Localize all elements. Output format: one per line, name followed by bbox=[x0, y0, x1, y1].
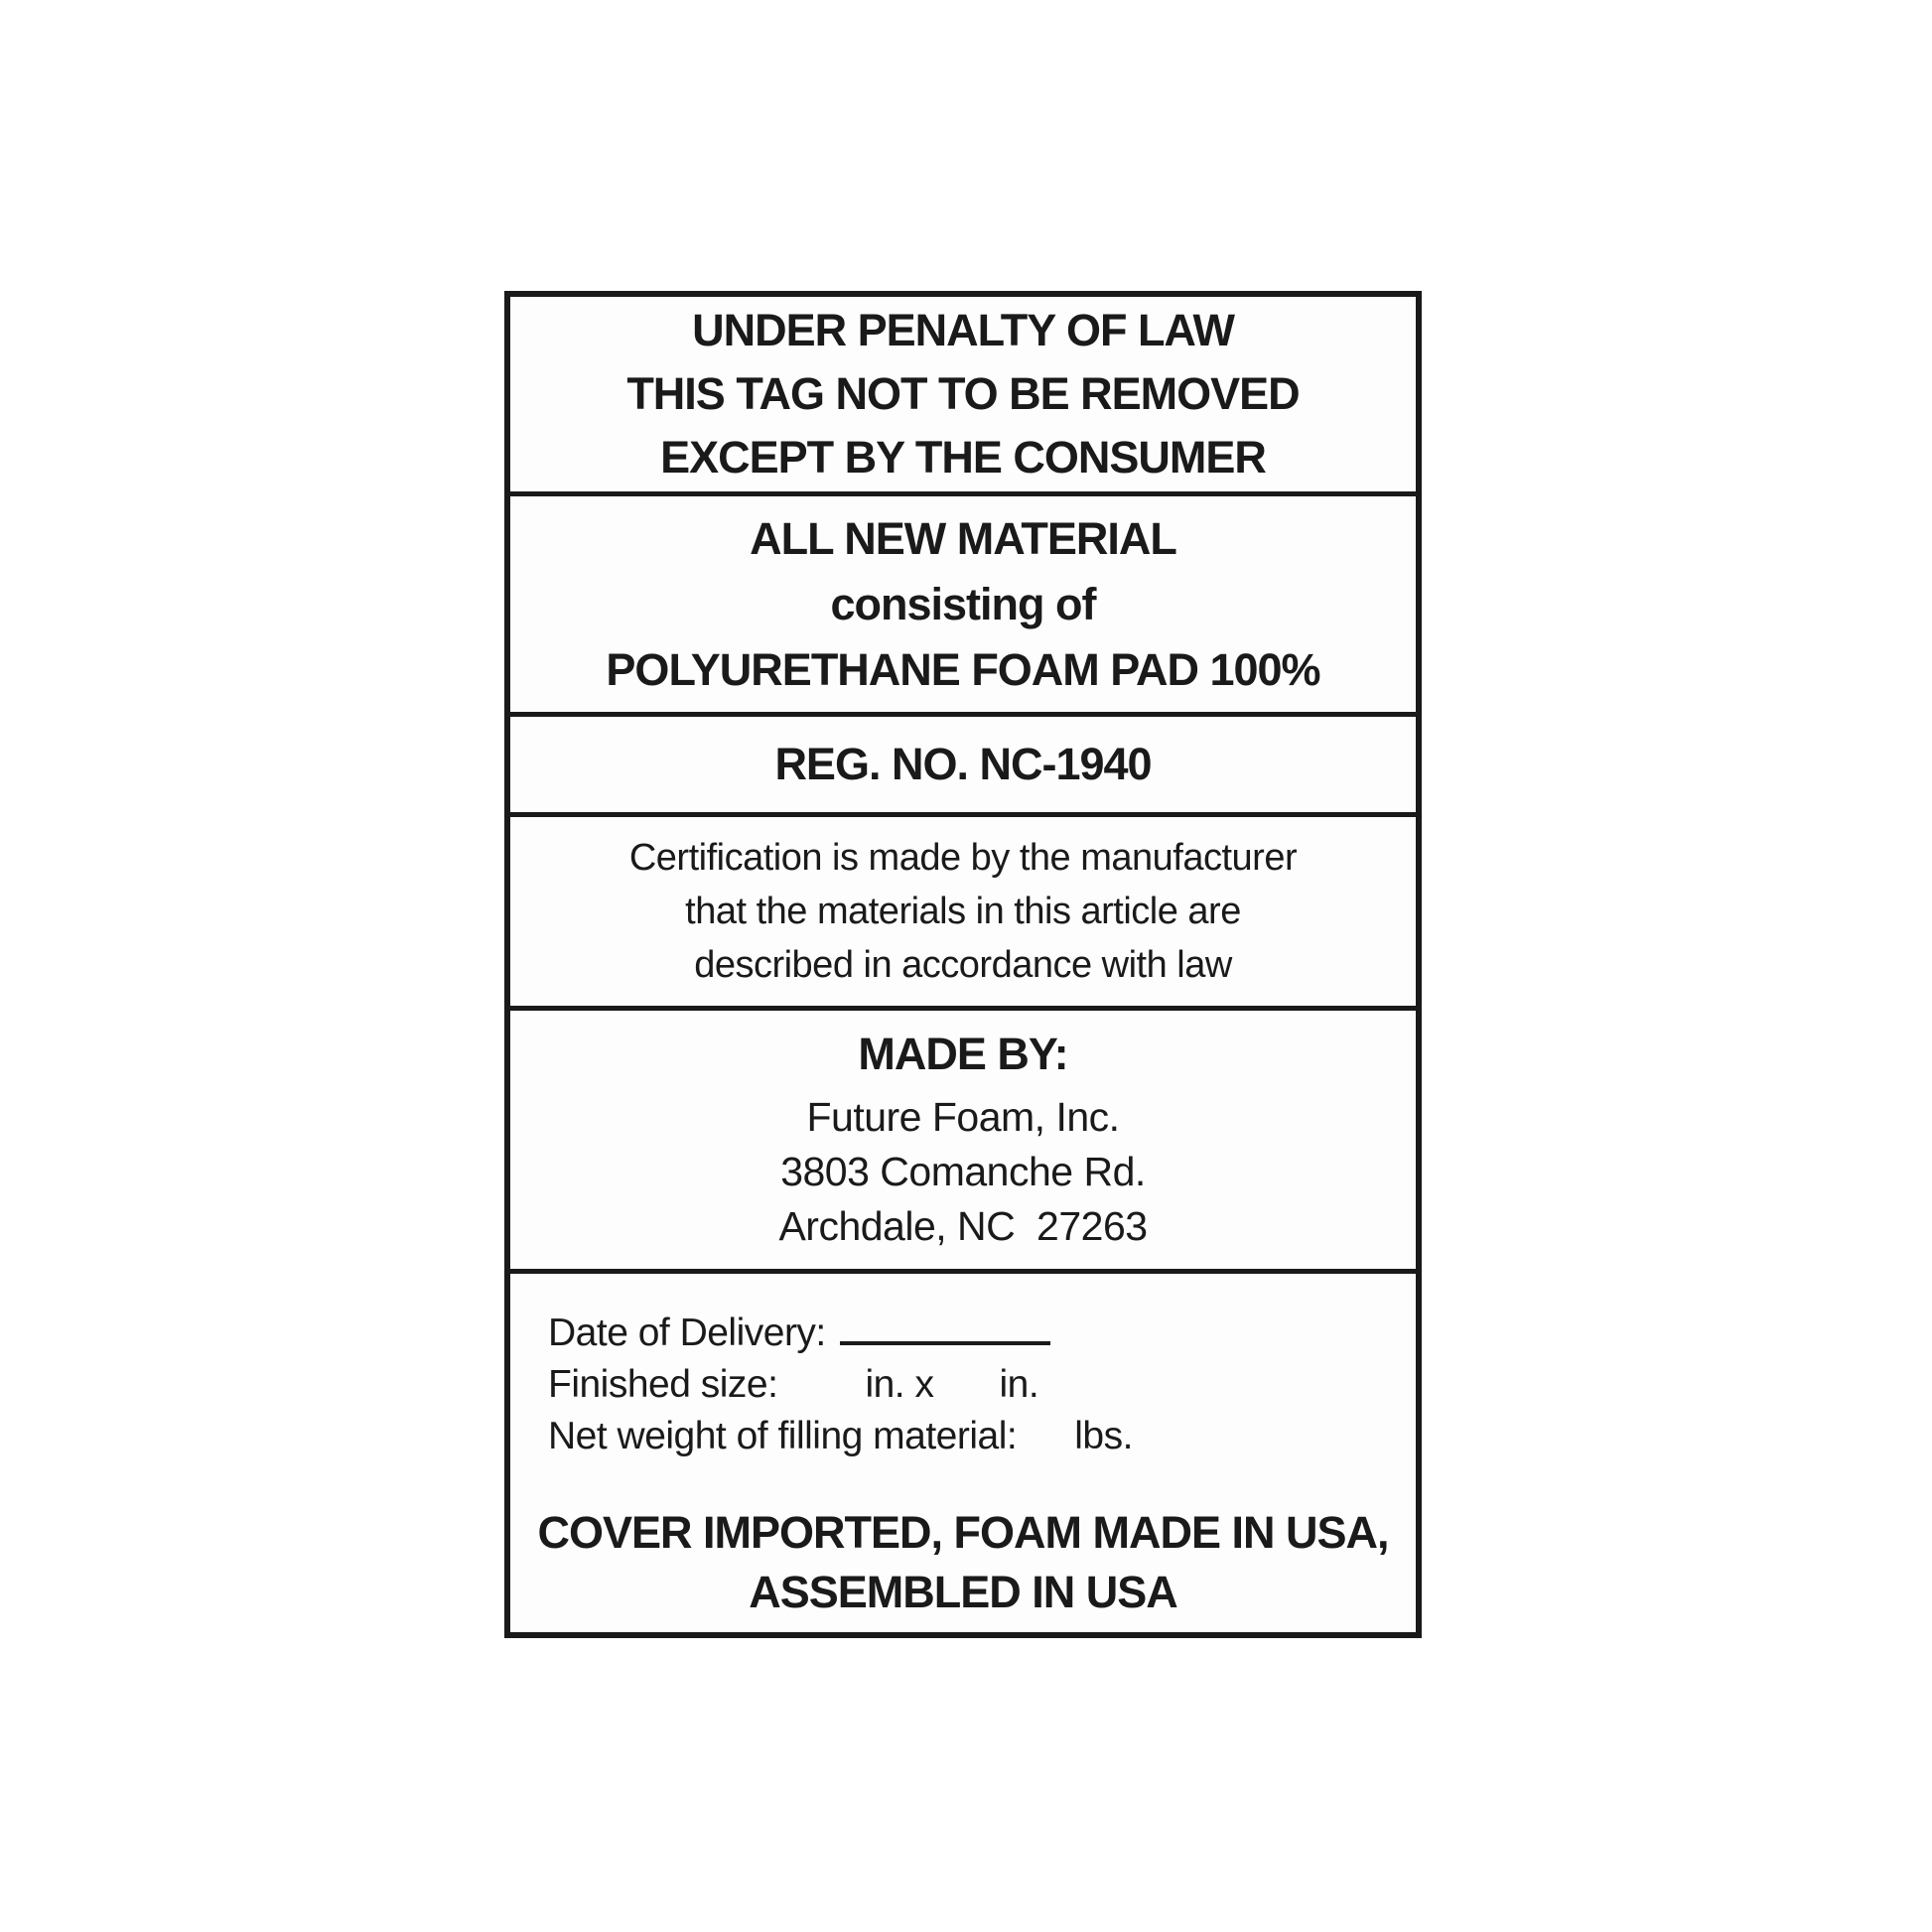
certification-line-3: described in accordance with law bbox=[694, 944, 1232, 986]
penalty-line-1: UNDER PENALTY OF LAW bbox=[692, 305, 1234, 355]
origin-statement bbox=[510, 1503, 1416, 1632]
section-certification bbox=[510, 817, 1416, 1011]
finished-size-line bbox=[548, 1359, 1416, 1411]
origin-line-2: ASSEMBLED IN USA bbox=[749, 1567, 1177, 1617]
material-line-1: ALL NEW MATERIAL bbox=[750, 512, 1176, 564]
certification-line-2: that the materials in this article are bbox=[685, 891, 1241, 932]
manufacturer-street: 3803 Comanche Rd. bbox=[780, 1148, 1146, 1194]
finished-size-unit-2: in. bbox=[999, 1363, 1039, 1406]
material-line-2: consisting of bbox=[830, 578, 1096, 629]
fill-in-lines bbox=[510, 1274, 1416, 1462]
finished-size-unit-1: in. x bbox=[865, 1363, 934, 1406]
net-weight-unit: lbs. bbox=[1074, 1415, 1133, 1457]
certification-line-1: Certification is made by the manufacturer bbox=[628, 837, 1298, 879]
manufacturer-name: Future Foam, Inc. bbox=[806, 1093, 1120, 1140]
law-label-tag bbox=[504, 291, 1422, 1638]
section-made-by bbox=[510, 1011, 1416, 1274]
net-weight-label: Net weight of filling material: bbox=[548, 1415, 1018, 1457]
penalty-line-2: THIS TAG NOT TO BE REMOVED bbox=[626, 368, 1300, 419]
origin-line-1: COVER IMPORTED, FOAM MADE IN USA, bbox=[537, 1507, 1389, 1558]
section-delivery-details bbox=[510, 1274, 1416, 1632]
date-of-delivery-blank bbox=[840, 1311, 1050, 1345]
date-of-delivery-label: Date of Delivery: bbox=[548, 1311, 826, 1354]
made-by-heading: MADE BY: bbox=[858, 1028, 1068, 1079]
section-penalty-notice bbox=[510, 297, 1416, 496]
spacer bbox=[510, 1462, 1416, 1503]
registration-number-text: REG. NO. NC-1940 bbox=[774, 739, 1152, 789]
finished-size-label: Finished size: bbox=[548, 1363, 778, 1406]
date-of-delivery-line bbox=[548, 1308, 1416, 1359]
net-weight-line bbox=[548, 1411, 1416, 1462]
manufacturer-city-state-zip: Archdale, NC 27263 bbox=[778, 1202, 1148, 1249]
material-line-3: POLYURETHANE FOAM PAD 100% bbox=[606, 643, 1320, 695]
penalty-line-3: EXCEPT BY THE CONSUMER bbox=[660, 432, 1266, 483]
section-material-contents bbox=[510, 496, 1416, 717]
section-registration-number bbox=[510, 717, 1416, 817]
